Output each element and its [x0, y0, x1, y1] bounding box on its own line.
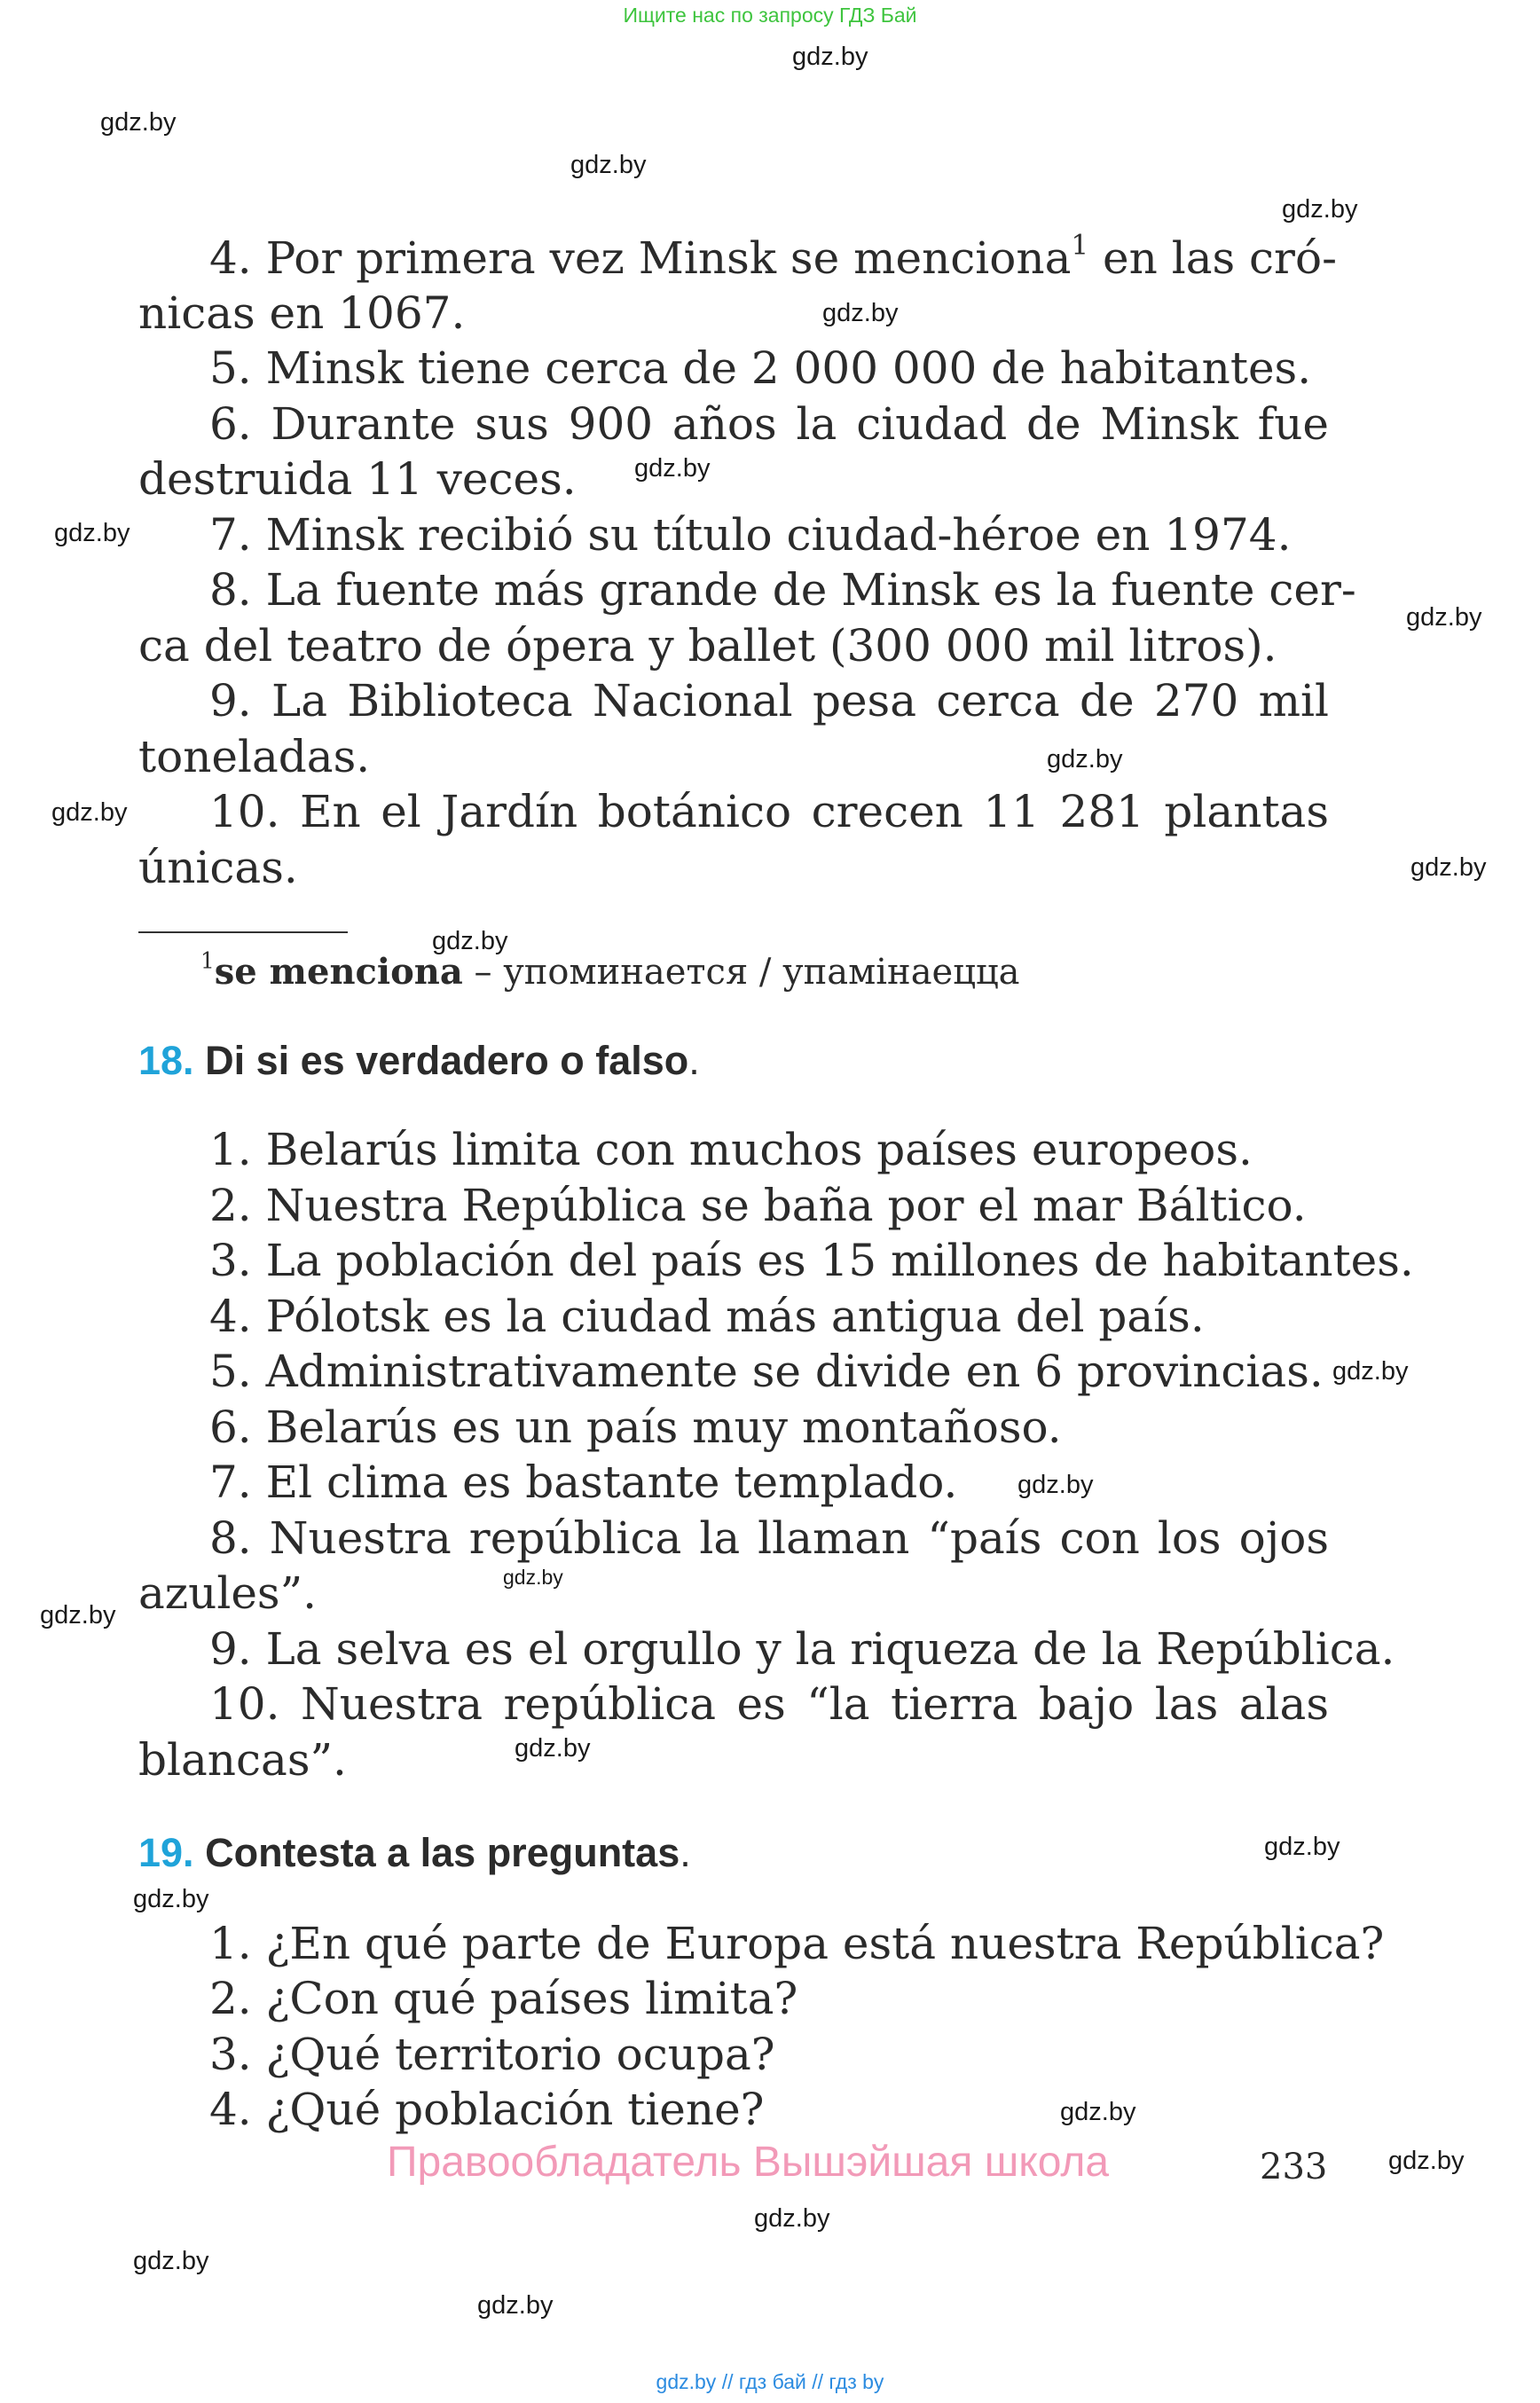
text-line: toneladas.	[138, 731, 371, 782]
watermark: gdz.by	[133, 1885, 209, 1913]
text-line: 9. La Biblioteca Nacional pesa cerca de 270 mil	[209, 675, 1329, 726]
watermark: gdz.by	[1264, 1833, 1340, 1861]
watermark: gdz.by	[51, 798, 128, 827]
footnote-divider	[138, 931, 348, 933]
list-item: 2. Nuestra República se baña por el mar Báltico.	[209, 1180, 1307, 1231]
watermark: gdz.by	[477, 2291, 554, 2320]
watermark: gdz.by	[100, 108, 177, 137]
watermark: gdz.by	[1410, 853, 1487, 882]
watermark: gdz.by	[54, 519, 130, 547]
list-item: 5. Administrativamente se divide en 6 provincias.	[209, 1346, 1324, 1397]
exercise-title: Contesta a las preguntas	[205, 1830, 680, 1875]
watermark: gdz.by	[822, 299, 899, 327]
list-item: 8. Nuestra república la llaman “país con los ojos	[209, 1512, 1329, 1564]
text-line: 7. Minsk recibió su título ciudad-héroe en 1974.	[209, 509, 1292, 561]
list-item: 7. El clima es bastante templado.	[209, 1457, 958, 1508]
copyright-notice: Правообладатель Вышэйшая школа	[387, 2139, 1110, 2186]
list-item: 6. Belarús es un país muy montañoso.	[209, 1402, 1062, 1453]
text-line: nicas en 1067.	[138, 287, 466, 339]
watermark: gdz.by	[634, 454, 711, 483]
footer-links: gdz.by // гдз бай // гдз by	[656, 2370, 884, 2393]
list-item: blancas”.	[138, 1734, 347, 1786]
header-banner: Ищите нас по запросу ГДЗ Бай	[623, 4, 917, 27]
watermark: gdz.by	[1047, 745, 1123, 774]
list-item: 1. Belarús limita con muchos países europeos.	[209, 1124, 1253, 1175]
list-item: 3. La población del país es 15 millones de habitantes.	[209, 1235, 1414, 1286]
watermark: gdz.by	[792, 43, 868, 71]
list-item: 4. ¿Qué población tiene?	[209, 2084, 765, 2135]
list-item: 3. ¿Qué territorio ocupa?	[209, 2029, 775, 2080]
list-item: 10. Nuestra república es “la tierra bajo las alas	[209, 1678, 1329, 1730]
list-item: 9. La selva es el orgullo y la riqueza de la República.	[209, 1623, 1395, 1675]
text-line: 8. La fuente más grande de Minsk es la fuente cer-	[209, 564, 1356, 616]
list-item: 1. ¿En qué parte de Europa está nuestra República?	[209, 1918, 1385, 1969]
watermark: gdz.by	[1388, 2147, 1465, 2175]
exercise-title: Di si es verdadero o falso	[205, 1038, 689, 1083]
watermark: gdz.by	[432, 927, 508, 955]
text-line: 10. En el Jardín botánico crecen 11 281 plantas	[209, 786, 1329, 837]
watermark: gdz.by	[754, 2204, 830, 2233]
list-item: 2. ¿Con qué países limita?	[209, 1973, 798, 2024]
exercise-19-heading: 19. Contesta a las preguntas.	[138, 1830, 691, 1875]
watermark: gdz.by	[503, 1566, 563, 1589]
list-item: 4. Pólotsk es la ciudad más antigua del país.	[209, 1291, 1205, 1342]
list-item: azules”.	[138, 1567, 318, 1619]
page-number: 233	[1260, 2147, 1328, 2187]
exercise-number: 18.	[138, 1038, 194, 1083]
watermark: gdz.by	[133, 2247, 209, 2275]
exercise-number: 19.	[138, 1830, 194, 1875]
watermark: gdz.by	[40, 1601, 116, 1629]
watermark: gdz.by	[1332, 1357, 1409, 1386]
exercise-18-heading: 18. Di si es verdadero o falso.	[138, 1038, 700, 1083]
footnote: $^1$se menciona – упоминается / упамінаецца	[200, 947, 1020, 993]
text-line: 5. Minsk tiene cerca de 2 000 000 de habitantes.	[209, 342, 1312, 394]
watermark: gdz.by	[1406, 603, 1482, 632]
watermark: gdz.by	[1060, 2098, 1136, 2126]
watermark: gdz.by	[1282, 195, 1358, 224]
text-line: ca del teatro de ópera y ballet (300 000 mil litros).	[138, 620, 1277, 671]
watermark: gdz.by	[515, 1734, 591, 1763]
text-line: destruida 11 veces.	[138, 453, 577, 505]
watermark: gdz.by	[570, 151, 647, 179]
footnote-ref: 1	[1071, 229, 1089, 262]
text-line: 4. Por primera vez Minsk se menciona$^1$ en las cró-	[209, 229, 1337, 284]
watermark: gdz.by	[1018, 1471, 1094, 1499]
text-line: 6. Durante sus 900 años la ciudad de Minsk fue	[209, 398, 1329, 450]
text-line: únicas.	[138, 842, 298, 893]
